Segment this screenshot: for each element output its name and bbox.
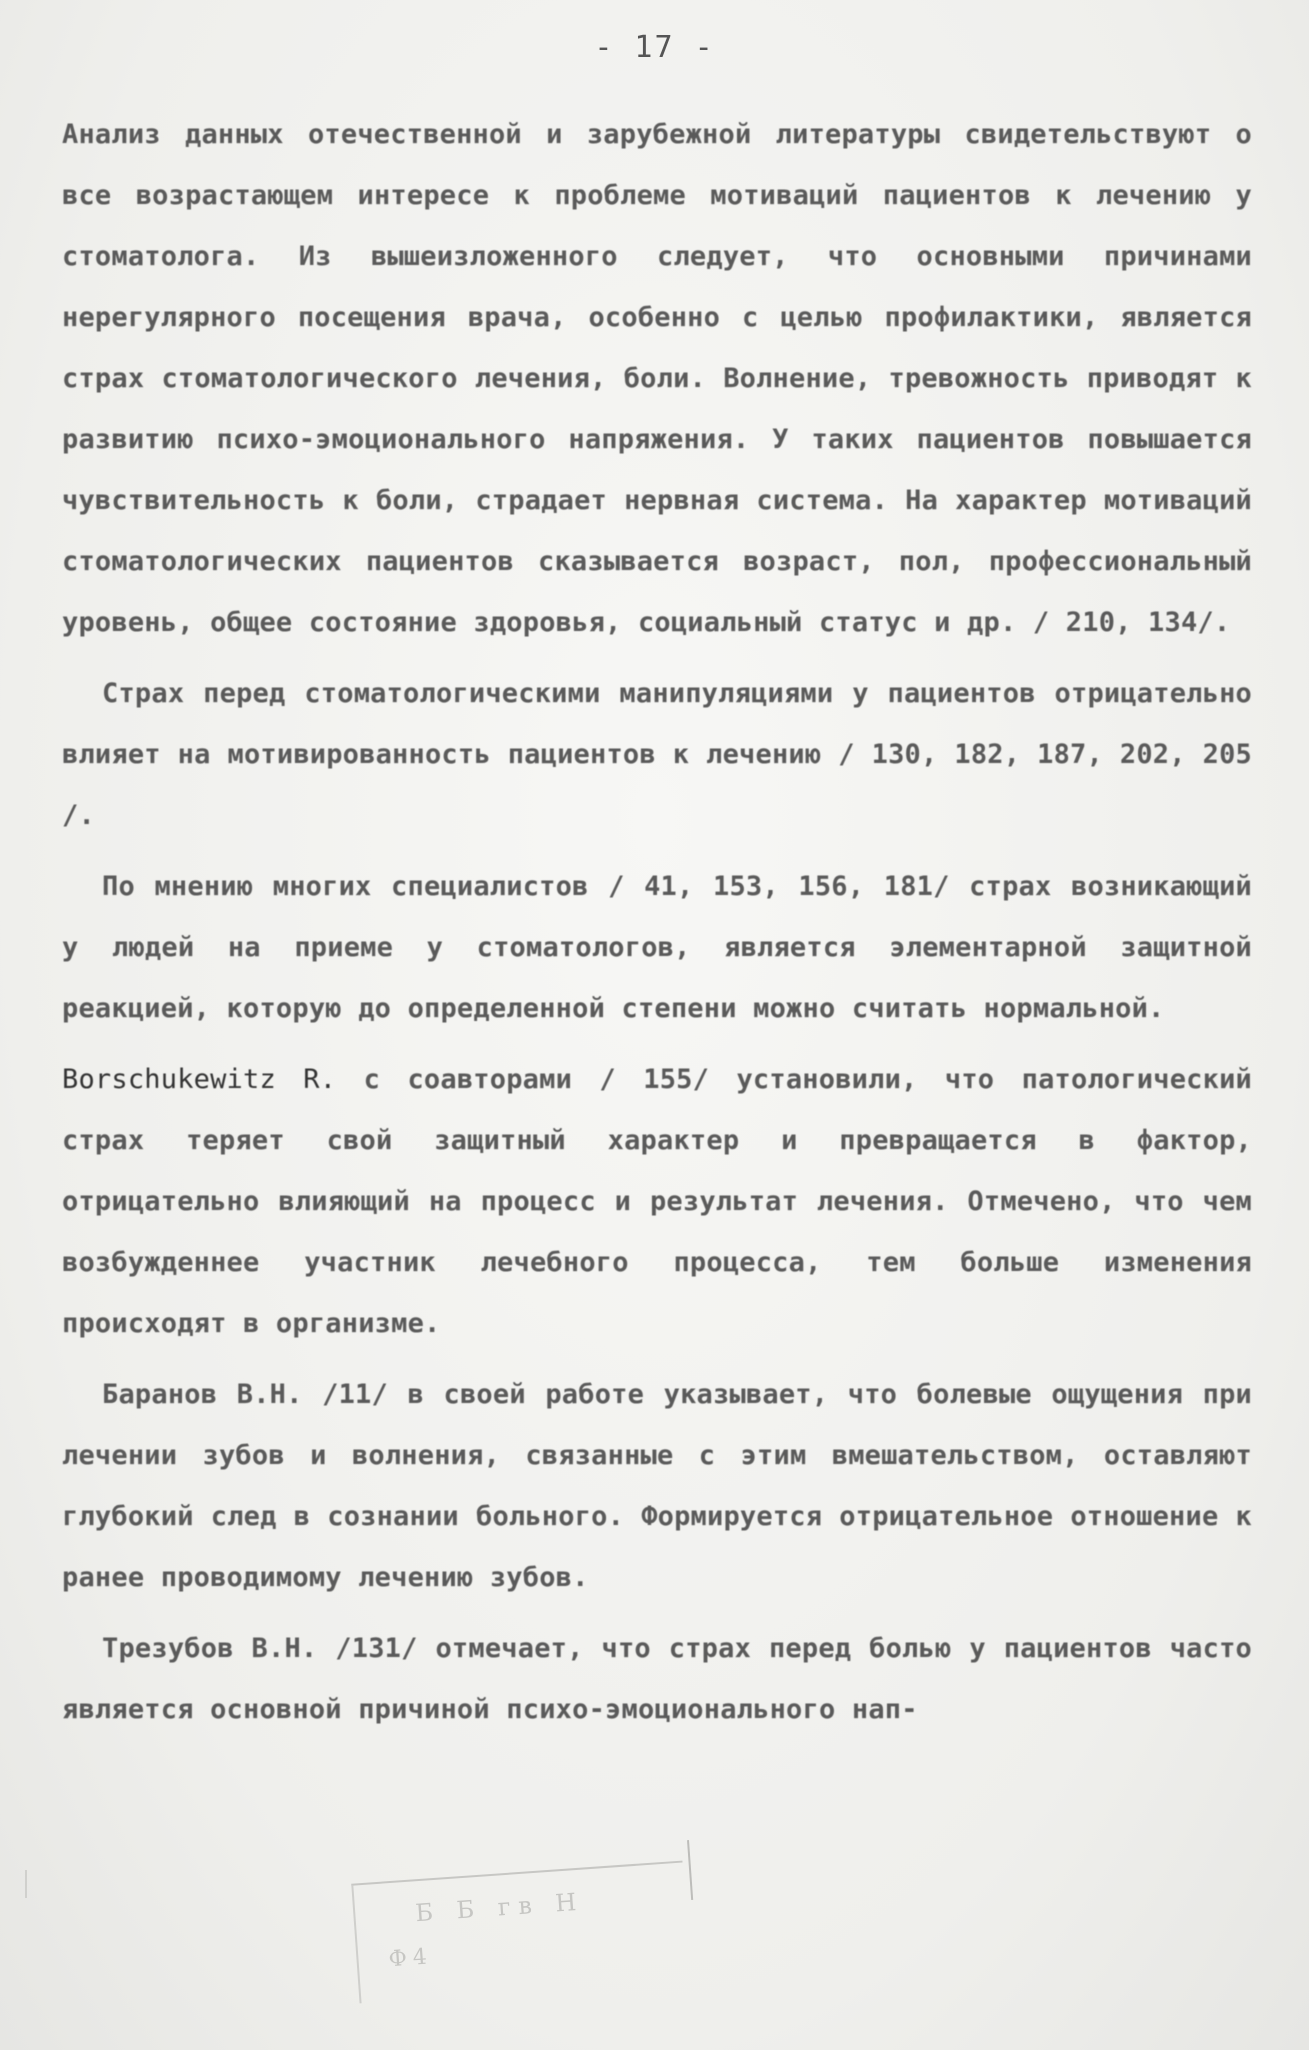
paragraph-1 bbox=[62, 104, 1252, 653]
author-name: Borschukewitz R. bbox=[62, 1064, 337, 1095]
stamp-line-2: Ф4 bbox=[387, 1944, 434, 1973]
scan-mark bbox=[25, 1870, 27, 1898]
paragraph-3 bbox=[62, 856, 1252, 1039]
page-number: - 17 - bbox=[594, 30, 715, 65]
paragraph-text: По мнению многих специалистов / 41, 153, 156, 181/ страх возникающий у людей на приеме у стоматологов, является элементарной защитной реакцией, которую до определенной степени можно считать нормальной. bbox=[62, 871, 1252, 1024]
paragraph-text: Баранов В.Н. /11/ в своей работе указывает, что болевые ощущения при лечении зубов и волнения, связанные с этим вмешательством, оставляют глубокий след в сознании больного. Формируется отрицательное отношение к ранее проводимому лечению зубов. bbox=[62, 1379, 1252, 1593]
paragraph-text: с соавторами / 155/ установили, что патологический страх теряет свой защитный характер и превращается в фактор, отрицательно влияющий на процесс и результат лечения. Отмечено, что чем возбужденнее участник лечебного процесса, тем больше изменения происходят в организме. bbox=[62, 1064, 1252, 1339]
body-text bbox=[62, 104, 1252, 1750]
library-stamp bbox=[351, 1861, 691, 2004]
stamp-line-1: Б Б гв Н bbox=[414, 1887, 586, 1928]
paragraph-text: Страх перед стоматологическими манипуляциями у пациентов отрицательно влияет на мотивированность пациентов к лечению / 130, 182, 187, 202, 205 /. bbox=[62, 678, 1252, 831]
paragraph-text: Трезубов В.Н. /131/ отмечает, что страх перед болью у пациентов часто является основной причиной психо-эмоционального нап- bbox=[62, 1633, 1252, 1725]
paragraph-4 bbox=[62, 1049, 1252, 1354]
paragraph-5 bbox=[62, 1364, 1252, 1608]
paragraph-2 bbox=[62, 663, 1252, 846]
stamp-edge bbox=[687, 1840, 693, 1900]
paragraph-6 bbox=[62, 1618, 1252, 1740]
paragraph-text: Анализ данных отечественной и зарубежной литературы свидетельствуют о все возрастающем интересе к проблеме мотиваций пациентов к лечению у стоматолога. Из вышеизложенного следует, что основными причинами нерегулярного посещения врача, особенно с целью профилактики, является страх стоматологического лечения, боли. Волнение, тревожность приводят к развитию психо-эмоционального напряжения. У таких пациентов повышается чувствительность к боли, страдает нервная система. На характер мотиваций стоматологических пациентов сказывается возраст, пол, профессиональный уровень, общее состояние здоровья, социальный статус и др. / 210, 134/. bbox=[62, 119, 1252, 638]
